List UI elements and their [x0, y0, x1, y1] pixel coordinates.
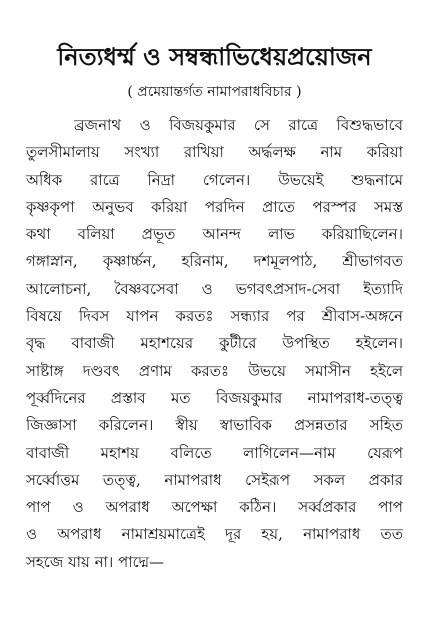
body-text [26, 112, 403, 576]
text-line: কথা বলিয়া প্রভূত আনন্দ লাভ করিয়াছিলেন। [26, 225, 403, 244]
text-line: ব্রজনাথ ও বিজয়কুমার সে রাত্রে বিশুদ্ধভাবে [74, 116, 403, 134]
text-line: গঙ্গাস্নান, কৃষ্ণার্চ্চন, হরিনাম, দশমূলপাঠ, শ্রীভাগবত [26, 252, 403, 271]
text-line: অধিক রাত্রে নিদ্রা গেলেন। উভয়েই শুদ্ধনামে [26, 170, 403, 189]
text-line: আলোচনা, বৈষ্ণবসেবা ও ভগবৎপ্রসাদ-সেবা ইত্যাদি [26, 279, 403, 298]
chapter-subtitle: ( প্রমেয়ান্তর্গত নামাপরাধবিচার ) [127, 84, 302, 100]
chapter-title: নিত্যধর্ম্ম ও সম্বন্ধাভিধেয়প্রয়োজন [57, 42, 372, 71]
text-line: বিষয়ে দিবস যাপন করতঃ সন্ধ্যার পর শ্রীবাস-অঙ্গনে [26, 307, 403, 326]
text-line: ও অপরাধ নামাশ্রয়মাত্রেই দূর হয়, নামাপরাধ তত [26, 525, 403, 544]
text-line: সহজে যায় না। পাদ্মে— [26, 552, 165, 571]
text-line: কৃষ্ণকৃপা অনুভব করিয়া পরদিন প্রাতে পরস্পর সমস্ত [26, 197, 403, 216]
text-line: পাপ ও অপরাধ অপেক্ষা কঠিন। সর্ব্বপ্রকার পাপ [26, 498, 403, 517]
text-line: জিজ্ঞাসা করিলেন। স্বীয় স্বাভাবিক প্রসন্নতার সহিত [26, 416, 403, 435]
text-line: পূর্ব্বদিনের প্রস্তাব মত বিজয়কুমার নামাপরাধ-তত্ত্ব [26, 388, 403, 407]
text-line: তুলসীমালায় সংখ্যা রাখিয়া অর্দ্ধলক্ষ নাম করিয়া [26, 143, 403, 162]
text-line: সর্ব্বোত্তম তত্ত্ব, নামাপরাধ সেইরূপ সকল প্রকার [26, 470, 403, 489]
text-line: বাবাজী মহাশয় বলিতে লাগিলেন—নাম যেরূপ [26, 443, 403, 462]
text-line: সাষ্টাঙ্গ দণ্ডবৎ প্রণাম করতঃ উভয়ে সমাসীন হইলে [26, 361, 403, 380]
text-line: বৃদ্ধ বাবাজী মহাশয়ের কুটীরে উপস্থিত হইলেন। [26, 334, 403, 353]
